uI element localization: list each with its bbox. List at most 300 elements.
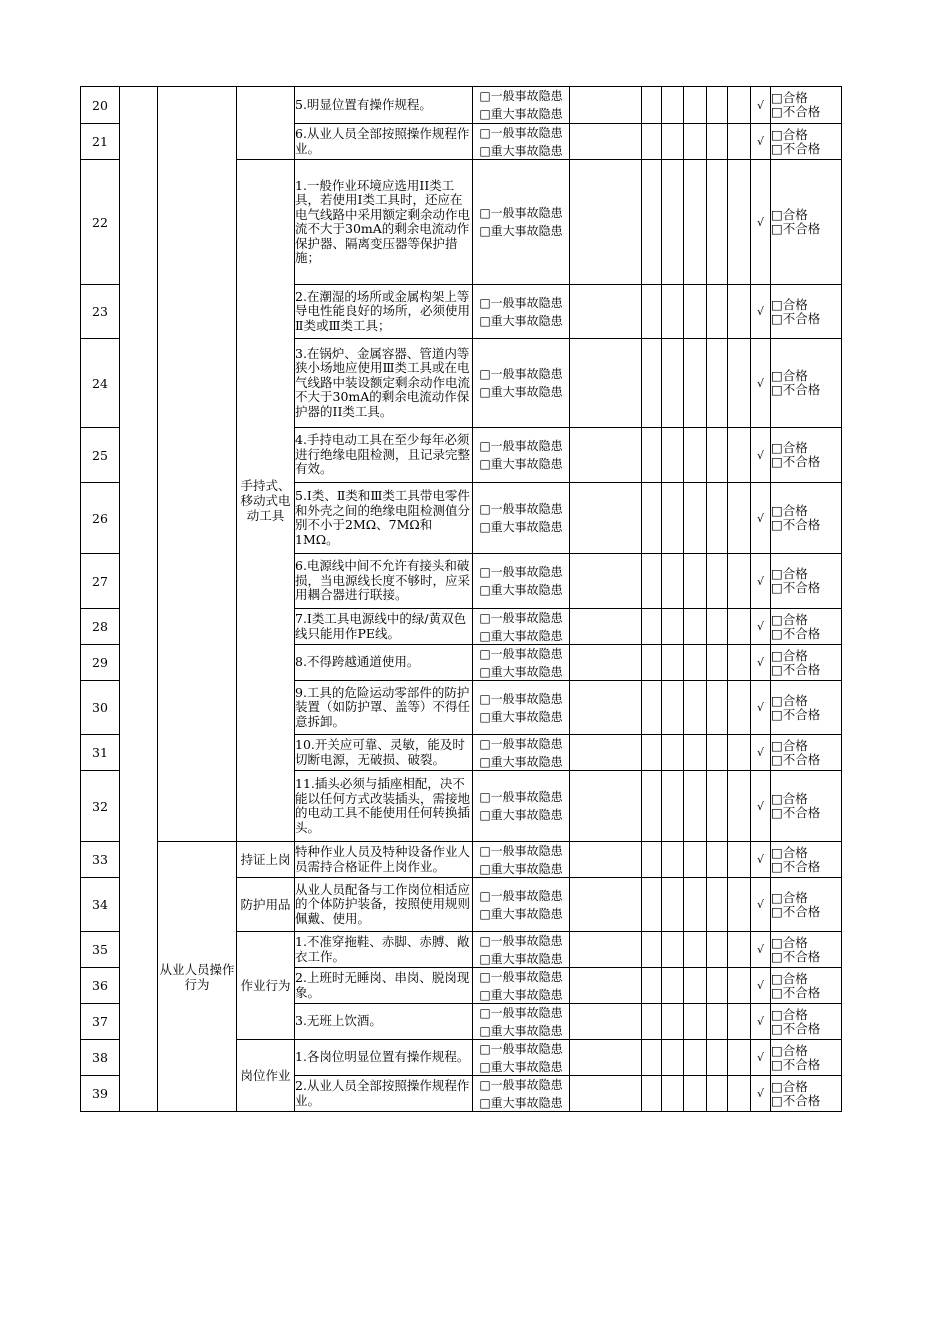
pass-checkbox[interactable]: □合格 bbox=[771, 126, 808, 142]
check-mark: √ bbox=[751, 735, 771, 771]
row-number: 33 bbox=[81, 842, 120, 878]
fail-checkbox[interactable]: □不合格 bbox=[771, 221, 821, 236]
blank-cell bbox=[728, 160, 751, 285]
blank-cell bbox=[707, 339, 728, 428]
blank-cell bbox=[662, 842, 684, 878]
blank-cell bbox=[642, 483, 662, 554]
blank-cell bbox=[662, 878, 684, 932]
general-hazard-checkbox[interactable]: □一般事故隐患 bbox=[479, 790, 563, 804]
major-hazard-checkbox[interactable]: □重大事故隐患 bbox=[479, 520, 563, 534]
blank-cell bbox=[662, 483, 684, 554]
pass-checkbox[interactable]: □合格 bbox=[771, 566, 808, 581]
major-hazard-checkbox[interactable]: □重大事故隐患 bbox=[479, 628, 563, 643]
blank-cell bbox=[662, 428, 684, 483]
requirement-text: 11.插头必须与插座相配，决不能以任何方式改装插头，需接地的电动工具不能使用任何转换插头。 bbox=[295, 771, 473, 842]
blank-cell bbox=[642, 842, 662, 878]
fail-checkbox[interactable]: □不合格 bbox=[771, 903, 821, 919]
blank-cell bbox=[642, 681, 662, 735]
hazard-level-options[interactable] bbox=[473, 285, 570, 339]
requirement-text: 6.电源线中间不允许有接头和破损，当电源线长度不够时，应采用耦合器进行联接。 bbox=[295, 554, 473, 609]
blank-cell bbox=[684, 771, 707, 842]
blank-cell bbox=[684, 87, 707, 124]
item-group-cell bbox=[237, 87, 295, 160]
blank-cell bbox=[728, 428, 751, 483]
fail-checkbox[interactable]: □不合格 bbox=[771, 625, 821, 641]
result-options[interactable] bbox=[771, 609, 842, 645]
general-hazard-checkbox[interactable]: □一般事故隐患 bbox=[479, 646, 563, 661]
general-hazard-checkbox[interactable]: □一般事故隐患 bbox=[479, 1005, 563, 1020]
pass-checkbox[interactable]: □合格 bbox=[771, 791, 808, 806]
fail-checkbox[interactable]: □不合格 bbox=[771, 805, 821, 820]
result-options[interactable] bbox=[771, 771, 842, 842]
blank-cell bbox=[707, 932, 728, 968]
row-number: 38 bbox=[81, 1040, 120, 1076]
row-number: 34 bbox=[81, 878, 120, 932]
pass-checkbox[interactable]: □合格 bbox=[771, 737, 808, 753]
requirement-text: 10.开关应可靠、灵敏，能及时切断电源，无破损、破裂。 bbox=[295, 735, 473, 771]
general-hazard-checkbox[interactable]: □一般事故隐患 bbox=[479, 1077, 563, 1092]
blank-cell bbox=[707, 428, 728, 483]
blank-cell bbox=[684, 1004, 707, 1040]
blank-cell bbox=[662, 1040, 684, 1076]
blank-cell bbox=[642, 609, 662, 645]
result-options[interactable] bbox=[771, 645, 842, 681]
blank-cell bbox=[728, 681, 751, 735]
general-hazard-checkbox[interactable]: □一般事故隐患 bbox=[479, 295, 563, 310]
blank-cell bbox=[642, 771, 662, 842]
group-portable-tools: 手持式、移动式电动工具 bbox=[237, 160, 295, 842]
blank-cell bbox=[570, 878, 642, 932]
blank-cell bbox=[728, 1040, 751, 1076]
blank-cell bbox=[570, 124, 642, 160]
hazard-level-options[interactable] bbox=[473, 1076, 570, 1112]
pass-checkbox[interactable]: □合格 bbox=[771, 889, 808, 905]
general-hazard-checkbox[interactable]: □一般事故隐患 bbox=[479, 125, 563, 140]
blank-cell bbox=[662, 554, 684, 609]
requirement-text: 6.从业人员全部按照操作规程作业。 bbox=[295, 124, 473, 160]
requirement-text: 2.上班时无睡岗、串岗、脱岗现象。 bbox=[295, 968, 473, 1004]
blank-cell bbox=[570, 87, 642, 124]
requirement-text: 4.手持电动工具在至少每年必须进行绝缘电阻检测，且记录完整有效。 bbox=[295, 428, 473, 483]
blank-cell bbox=[684, 735, 707, 771]
major-hazard-checkbox[interactable]: □重大事故隐患 bbox=[479, 313, 563, 328]
pass-checkbox[interactable]: □合格 bbox=[771, 1042, 808, 1058]
blank-cell bbox=[728, 124, 751, 160]
major-hazard-checkbox[interactable]: □重大事故隐患 bbox=[479, 808, 563, 822]
general-hazard-checkbox[interactable]: □一般事故隐患 bbox=[479, 969, 563, 984]
major-hazard-checkbox[interactable]: □重大事故隐患 bbox=[479, 709, 563, 724]
blank-cell bbox=[570, 339, 642, 428]
row-number: 21 bbox=[81, 124, 120, 160]
blank-cell bbox=[684, 483, 707, 554]
hazard-level-options[interactable] bbox=[473, 483, 570, 554]
blank-cell bbox=[728, 735, 751, 771]
pass-checkbox[interactable]: □合格 bbox=[771, 296, 808, 312]
pass-checkbox[interactable]: □合格 bbox=[771, 611, 808, 627]
blank-cell bbox=[570, 1040, 642, 1076]
major-hazard-checkbox[interactable]: □重大事故隐患 bbox=[479, 664, 563, 679]
fail-checkbox[interactable]: □不合格 bbox=[771, 382, 821, 397]
general-hazard-checkbox[interactable]: □一般事故隐患 bbox=[479, 367, 563, 381]
subcategory-cell bbox=[158, 87, 237, 842]
blank-cell bbox=[642, 160, 662, 285]
result-options[interactable] bbox=[771, 428, 842, 483]
hazard-level-options[interactable] bbox=[473, 932, 570, 968]
requirement-text: 3.无班上饮酒。 bbox=[295, 1004, 473, 1040]
pass-checkbox[interactable]: □合格 bbox=[771, 503, 808, 518]
major-hazard-checkbox[interactable]: □重大事故隐患 bbox=[479, 1023, 563, 1038]
category-cell bbox=[120, 87, 158, 1112]
major-hazard-checkbox[interactable]: □重大事故隐患 bbox=[479, 1095, 563, 1110]
hazard-level-options[interactable] bbox=[473, 1040, 570, 1076]
pass-checkbox[interactable]: □合格 bbox=[771, 1078, 808, 1094]
fail-checkbox[interactable]: □不合格 bbox=[771, 984, 821, 1000]
blank-cell bbox=[662, 1004, 684, 1040]
check-mark: √ bbox=[751, 87, 771, 124]
blank-cell bbox=[642, 968, 662, 1004]
fail-checkbox[interactable]: □不合格 bbox=[771, 310, 821, 326]
row-number: 23 bbox=[81, 285, 120, 339]
result-options[interactable] bbox=[771, 878, 842, 932]
blank-cell bbox=[642, 87, 662, 124]
row-number: 22 bbox=[81, 160, 120, 285]
blank-cell bbox=[570, 645, 642, 681]
blank-cell bbox=[707, 87, 728, 124]
hazard-level-options[interactable] bbox=[473, 735, 570, 771]
blank-cell bbox=[570, 1004, 642, 1040]
blank-cell bbox=[728, 771, 751, 842]
check-mark: √ bbox=[751, 878, 771, 932]
blank-cell bbox=[707, 554, 728, 609]
blank-cell bbox=[642, 645, 662, 681]
blank-cell bbox=[642, 1004, 662, 1040]
major-hazard-checkbox[interactable]: □重大事故隐患 bbox=[479, 583, 563, 597]
check-mark: √ bbox=[751, 842, 771, 878]
blank-cell bbox=[642, 1040, 662, 1076]
group-certified: 持证上岗 bbox=[237, 842, 295, 878]
blank-cell bbox=[684, 968, 707, 1004]
blank-cell bbox=[662, 609, 684, 645]
blank-cell bbox=[570, 428, 642, 483]
row-number: 26 bbox=[81, 483, 120, 554]
row-number: 35 bbox=[81, 932, 120, 968]
blank-cell bbox=[570, 1076, 642, 1112]
row-number: 20 bbox=[81, 87, 120, 124]
blank-cell bbox=[684, 1040, 707, 1076]
blank-cell bbox=[728, 878, 751, 932]
general-hazard-checkbox[interactable]: □一般事故隐患 bbox=[479, 1041, 563, 1056]
blank-cell bbox=[684, 645, 707, 681]
general-hazard-checkbox[interactable]: □一般事故隐患 bbox=[479, 933, 563, 948]
hazard-level-options[interactable] bbox=[473, 878, 570, 932]
hazard-level-options[interactable] bbox=[473, 160, 570, 285]
blank-cell bbox=[662, 771, 684, 842]
result-options[interactable] bbox=[771, 160, 842, 285]
blank-cell bbox=[684, 1076, 707, 1112]
hazard-level-options[interactable] bbox=[473, 554, 570, 609]
result-options[interactable] bbox=[771, 735, 842, 771]
row-number: 24 bbox=[81, 339, 120, 428]
pass-checkbox[interactable]: □合格 bbox=[771, 934, 808, 950]
blank-cell bbox=[728, 1004, 751, 1040]
major-hazard-checkbox[interactable]: □重大事故隐患 bbox=[479, 906, 563, 921]
blank-cell bbox=[707, 483, 728, 554]
blank-cell bbox=[662, 160, 684, 285]
blank-cell bbox=[684, 124, 707, 160]
pass-checkbox[interactable]: □合格 bbox=[771, 440, 808, 455]
result-options[interactable] bbox=[771, 339, 842, 428]
hazard-level-options[interactable] bbox=[473, 87, 570, 124]
table-row bbox=[81, 842, 842, 878]
hazard-level-options[interactable] bbox=[473, 124, 570, 160]
blank-cell bbox=[707, 842, 728, 878]
blank-cell bbox=[707, 735, 728, 771]
blank-cell bbox=[684, 681, 707, 735]
blank-cell bbox=[707, 1040, 728, 1076]
blank-cell bbox=[728, 554, 751, 609]
pass-checkbox[interactable]: □合格 bbox=[771, 970, 808, 986]
result-options[interactable] bbox=[771, 681, 842, 735]
blank-cell bbox=[707, 124, 728, 160]
check-mark: √ bbox=[751, 428, 771, 483]
general-hazard-checkbox[interactable]: □一般事故隐患 bbox=[479, 565, 563, 579]
result-options[interactable] bbox=[771, 554, 842, 609]
blank-cell bbox=[662, 735, 684, 771]
major-hazard-checkbox[interactable]: □重大事故隐患 bbox=[479, 385, 563, 399]
major-hazard-checkbox[interactable]: □重大事故隐患 bbox=[479, 951, 563, 966]
general-hazard-checkbox[interactable]: □一般事故隐患 bbox=[479, 439, 563, 453]
fail-checkbox[interactable]: □不合格 bbox=[771, 751, 821, 767]
result-options[interactable] bbox=[771, 1004, 842, 1040]
fail-checkbox[interactable]: □不合格 bbox=[771, 1020, 821, 1036]
check-mark: √ bbox=[751, 124, 771, 160]
check-mark: √ bbox=[751, 160, 771, 285]
blank-cell bbox=[570, 968, 642, 1004]
blank-cell bbox=[728, 87, 751, 124]
row-number: 25 bbox=[81, 428, 120, 483]
pass-checkbox[interactable]: □合格 bbox=[771, 1006, 808, 1022]
blank-cell bbox=[728, 1076, 751, 1112]
result-options[interactable] bbox=[771, 87, 842, 124]
requirement-text: 5.明显位置有操作规程。 bbox=[295, 87, 473, 124]
blank-cell bbox=[570, 842, 642, 878]
blank-cell bbox=[662, 87, 684, 124]
fail-checkbox[interactable]: □不合格 bbox=[771, 580, 821, 595]
blank-cell bbox=[728, 483, 751, 554]
check-mark: √ bbox=[751, 645, 771, 681]
blank-cell bbox=[662, 681, 684, 735]
blank-cell bbox=[684, 932, 707, 968]
blank-cell bbox=[642, 878, 662, 932]
requirement-text: 8.不得跨越通道使用。 bbox=[295, 645, 473, 681]
check-mark: √ bbox=[751, 681, 771, 735]
result-options[interactable] bbox=[771, 968, 842, 1004]
fail-checkbox[interactable]: □不合格 bbox=[771, 661, 821, 677]
pass-checkbox[interactable]: □合格 bbox=[771, 207, 808, 222]
hazard-level-options[interactable] bbox=[473, 968, 570, 1004]
blank-cell bbox=[684, 160, 707, 285]
hazard-level-options[interactable] bbox=[473, 609, 570, 645]
requirement-text: 2.从业人员全部按照操作规程作业。 bbox=[295, 1076, 473, 1112]
check-mark: √ bbox=[751, 1004, 771, 1040]
blank-cell bbox=[662, 645, 684, 681]
requirement-text: 1.不准穿拖鞋、赤脚、赤膊、敞衣工作。 bbox=[295, 932, 473, 968]
table-row bbox=[81, 87, 842, 124]
general-hazard-checkbox[interactable]: □一般事故隐患 bbox=[479, 610, 563, 625]
blank-cell bbox=[570, 285, 642, 339]
result-options[interactable] bbox=[771, 932, 842, 968]
result-options[interactable] bbox=[771, 842, 842, 878]
blank-cell bbox=[707, 645, 728, 681]
fail-checkbox[interactable]: □不合格 bbox=[771, 706, 821, 722]
check-mark: √ bbox=[751, 554, 771, 609]
hazard-level-options[interactable] bbox=[473, 1004, 570, 1040]
blank-cell bbox=[662, 285, 684, 339]
check-mark: √ bbox=[751, 339, 771, 428]
blank-cell bbox=[707, 285, 728, 339]
blank-cell bbox=[570, 771, 642, 842]
row-number: 32 bbox=[81, 771, 120, 842]
requirement-text: 从业人员配备与工作岗位相适应的个体防护装备，按照使用规则佩戴、使用。 bbox=[295, 878, 473, 932]
requirement-text: 2.在潮湿的场所或金属构架上等导电性能良好的场所，必须使用Ⅱ类或Ⅲ类工具； bbox=[295, 285, 473, 339]
requirement-text: 特种作业人员及特种设备作业人员需持合格证件上岗作业。 bbox=[295, 842, 473, 878]
fail-checkbox[interactable]: □不合格 bbox=[771, 858, 821, 874]
result-options[interactable] bbox=[771, 483, 842, 554]
major-hazard-checkbox[interactable]: □重大事故隐患 bbox=[479, 754, 563, 769]
blank-cell bbox=[570, 735, 642, 771]
blank-cell bbox=[570, 554, 642, 609]
blank-cell bbox=[684, 428, 707, 483]
general-hazard-checkbox[interactable]: □一般事故隐患 bbox=[479, 736, 563, 751]
blank-cell bbox=[662, 124, 684, 160]
blank-cell bbox=[570, 932, 642, 968]
result-options[interactable] bbox=[771, 1040, 842, 1076]
requirement-text: 1.各岗位明显位置有操作规程。 bbox=[295, 1040, 473, 1076]
check-mark: √ bbox=[751, 1076, 771, 1112]
hazard-level-options[interactable] bbox=[473, 428, 570, 483]
fail-checkbox[interactable]: □不合格 bbox=[771, 1056, 821, 1072]
blank-cell bbox=[707, 1076, 728, 1112]
blank-cell bbox=[570, 681, 642, 735]
major-hazard-checkbox[interactable]: □重大事故隐患 bbox=[479, 143, 563, 158]
blank-cell bbox=[570, 483, 642, 554]
inspection-table bbox=[80, 86, 842, 1112]
check-mark: √ bbox=[751, 1040, 771, 1076]
row-number: 39 bbox=[81, 1076, 120, 1112]
blank-cell bbox=[728, 645, 751, 681]
blank-cell bbox=[642, 428, 662, 483]
row-number: 31 bbox=[81, 735, 120, 771]
hazard-level-options[interactable] bbox=[473, 771, 570, 842]
general-hazard-checkbox[interactable]: □一般事故隐患 bbox=[479, 691, 563, 706]
pass-checkbox[interactable]: □合格 bbox=[771, 90, 808, 105]
result-options[interactable] bbox=[771, 124, 842, 160]
requirement-text: 1.一般作业环境应选用II类工具，若使用I类工具时，还应在电气线路中采用额定剩余动作电流不大于30mA的剩余电流动作保护器、隔离变压器等保护措施； bbox=[295, 160, 473, 285]
blank-cell bbox=[662, 968, 684, 1004]
hazard-level-options[interactable] bbox=[473, 681, 570, 735]
blank-cell bbox=[684, 285, 707, 339]
blank-cell bbox=[570, 160, 642, 285]
row-number: 37 bbox=[81, 1004, 120, 1040]
group-work-behavior: 作业行为 bbox=[237, 932, 295, 1040]
major-hazard-checkbox[interactable]: □重大事故隐患 bbox=[479, 107, 563, 121]
pass-checkbox[interactable]: □合格 bbox=[771, 692, 808, 708]
blank-cell bbox=[707, 1004, 728, 1040]
group-protective-gear: 防护用品 bbox=[237, 878, 295, 932]
fail-checkbox[interactable]: □不合格 bbox=[771, 1092, 821, 1108]
general-hazard-checkbox[interactable]: □一般事故隐患 bbox=[479, 89, 563, 103]
check-mark: √ bbox=[751, 968, 771, 1004]
blank-cell bbox=[642, 554, 662, 609]
blank-cell bbox=[707, 681, 728, 735]
row-number: 27 bbox=[81, 554, 120, 609]
check-mark: √ bbox=[751, 609, 771, 645]
general-hazard-checkbox[interactable]: □一般事故隐患 bbox=[479, 206, 563, 220]
blank-cell bbox=[684, 339, 707, 428]
blank-cell bbox=[707, 771, 728, 842]
blank-cell bbox=[707, 968, 728, 1004]
blank-cell bbox=[684, 554, 707, 609]
hazard-level-options[interactable] bbox=[473, 842, 570, 878]
pass-checkbox[interactable]: □合格 bbox=[771, 844, 808, 860]
fail-checkbox[interactable]: □不合格 bbox=[771, 948, 821, 964]
blank-cell bbox=[662, 932, 684, 968]
blank-cell bbox=[728, 285, 751, 339]
blank-cell bbox=[662, 339, 684, 428]
blank-cell bbox=[707, 609, 728, 645]
row-number: 36 bbox=[81, 968, 120, 1004]
blank-cell bbox=[728, 609, 751, 645]
major-hazard-checkbox[interactable]: □重大事故隐患 bbox=[479, 457, 563, 471]
hazard-level-options[interactable] bbox=[473, 645, 570, 681]
blank-cell bbox=[728, 968, 751, 1004]
fail-checkbox[interactable]: □不合格 bbox=[771, 517, 821, 532]
general-hazard-checkbox[interactable]: □一般事故隐患 bbox=[479, 888, 563, 903]
hazard-level-options[interactable] bbox=[473, 339, 570, 428]
fail-checkbox[interactable]: □不合格 bbox=[771, 454, 821, 469]
row-number: 28 bbox=[81, 609, 120, 645]
major-hazard-checkbox[interactable]: □重大事故隐患 bbox=[479, 987, 563, 1002]
check-mark: √ bbox=[751, 285, 771, 339]
result-options[interactable] bbox=[771, 1076, 842, 1112]
result-options[interactable] bbox=[771, 285, 842, 339]
blank-cell bbox=[642, 735, 662, 771]
major-hazard-checkbox[interactable]: □重大事故隐患 bbox=[479, 861, 563, 876]
general-hazard-checkbox[interactable]: □一般事故隐患 bbox=[479, 502, 563, 516]
requirement-text: 3.在锅炉、金属容器、管道内等狭小场地应使用Ⅲ类工具或在电气线路中装设额定剩余动作电流不大于30mA的剩余电流动作保护器的II类工具。 bbox=[295, 339, 473, 428]
fail-checkbox[interactable]: □不合格 bbox=[771, 140, 821, 156]
pass-checkbox[interactable]: □合格 bbox=[771, 368, 808, 383]
group-post-work: 岗位作业 bbox=[237, 1040, 295, 1112]
blank-cell bbox=[684, 878, 707, 932]
check-mark: √ bbox=[751, 932, 771, 968]
major-hazard-checkbox[interactable]: □重大事故隐患 bbox=[479, 224, 563, 238]
major-hazard-checkbox[interactable]: □重大事故隐患 bbox=[479, 1059, 563, 1074]
fail-checkbox[interactable]: □不合格 bbox=[771, 104, 821, 119]
blank-cell bbox=[728, 842, 751, 878]
blank-cell bbox=[728, 932, 751, 968]
blank-cell bbox=[642, 124, 662, 160]
general-hazard-checkbox[interactable]: □一般事故隐患 bbox=[479, 843, 563, 858]
requirement-text: 7.Ⅰ类工具电源线中的绿/黄双色线只能用作PE线。 bbox=[295, 609, 473, 645]
blank-cell bbox=[707, 878, 728, 932]
blank-cell bbox=[728, 339, 751, 428]
row-number: 30 bbox=[81, 681, 120, 735]
blank-cell bbox=[642, 285, 662, 339]
group-operator-behavior: 从业人员操作行为 bbox=[158, 842, 237, 1112]
blank-cell bbox=[684, 609, 707, 645]
pass-checkbox[interactable]: □合格 bbox=[771, 647, 808, 663]
